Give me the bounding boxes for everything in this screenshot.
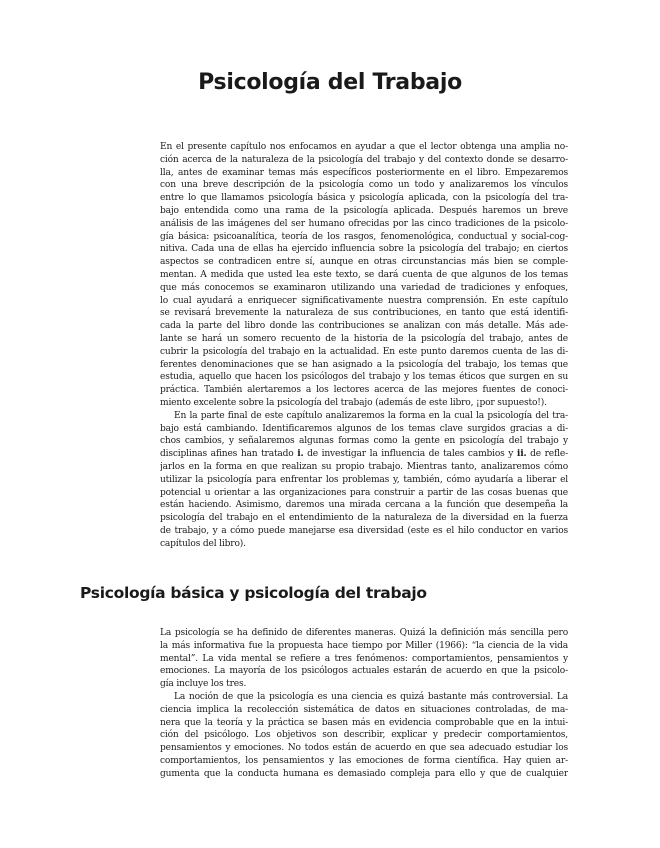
text-line: ción acerca de la naturaleza de la psicología del trabajo y del contexto donde se desarro- <box>160 154 568 165</box>
text-line: potencial u orientar a las organizaciones para construir a partir de las cosas buenas que <box>160 487 568 498</box>
text-line: miento excelente sobre la psicología del trabajo (además de este libro, ¡por supuesto!). <box>160 397 547 408</box>
text-line: están haciendo. Asimismo, daremos una mirada cercana a la función que desempeña la <box>160 500 568 511</box>
text-line: cubrir la psicología del trabajo en la actualidad. En este punto daremos cuenta de las di- <box>160 346 568 357</box>
text-line: lla, antes de examinar temas más específicos posteriormente en el libro. Empezaremos <box>160 167 568 178</box>
text-line: emociones. La mayoría de los psicólogos actuales estarán de acuerdo en que la psicolo- <box>160 666 568 677</box>
text-line: bajo está cambiando. Identificaremos algunos de los temas clave surgidos gracias a di- <box>160 423 568 434</box>
text-line: ciencia implica la recolección sistemática de datos en situaciones controladas, de ma- <box>160 704 568 715</box>
text-line: gumenta que la conducta humana es demasiado compleja para ello y que de cualquier <box>160 768 568 779</box>
text-line: que más conocemos se examinaron utilizando una variedad de tradiciones y enfoques, <box>160 282 568 293</box>
text-line: La noción de que la psicología es una ciencia es quizá bastante más controversial. La <box>174 691 568 702</box>
text-line: capítulos del libro). <box>160 538 246 549</box>
text-line: nitiva. Cada una de ellas ha ejercido influencia sobre la psicología del trabajo; en ciertos <box>160 244 568 255</box>
text-line: análisis de las imágenes del ser humano ofrecidas por las cinco tradiciones de la psicolo- <box>160 218 568 229</box>
text-line: ción del psicólogo. Los objetivos son describir, explicar y predecir comportamientos, <box>160 730 568 741</box>
text-line: entre lo que llamamos psicología básica y psicología aplicada, con la psicología del tra- <box>160 193 568 204</box>
text-line: se revisará brevemente la naturaleza de sus contribuciones, en tanto que está identifi- <box>160 308 568 319</box>
text-line: lo cual ayudará a enriquecer significativamente nuestra comprensión. En este capítulo <box>160 295 568 306</box>
text-line: ferentes denominaciones que se han asignado a la psicología del trabajo, los temas que <box>160 359 568 370</box>
text-line: chos cambios, y señalaremos algunas formas como la gente en psicología del trabajo y <box>160 436 568 447</box>
section-heading: Psicología básica y psicología del trabajo <box>80 584 427 602</box>
text-line: psicología del trabajo en el entendimiento de la naturaleza de la diversidad en la fuerza <box>160 513 568 524</box>
text-line: nera que la teoría y la práctica se basen más en evidencia comprobable que en la intui- <box>160 717 568 728</box>
text-line: gía básica: psicoanalítica, teoría de los rasgos, fenomenológica, conductual y social-cog- <box>160 231 568 242</box>
text-line: pensamientos y emociones. No todos están de acuerdo en que sea adecuado estudiar los <box>160 743 568 754</box>
chapter-title: Psicología del Trabajo <box>198 70 462 95</box>
text-line: mentan. A medida que usted lea este texto, se dará cuenta de que algunos de los temas <box>160 269 568 280</box>
text-line: práctica. También alertaremos a los lectores acerca de las mejores fuentes de conoci- <box>160 385 568 396</box>
text-line: La psicología se ha definido de diferentes maneras. Quizá la definición más sencilla pero <box>160 628 568 638</box>
text-line: En el presente capítulo nos enfocamos en ayudar a que el lector obtenga una amplia no- <box>160 142 568 152</box>
text-line: comportamientos, los pensamientos y las emociones de forma científica. Hay quien ar- <box>160 755 568 766</box>
text-line: utilizar la psicología para enfrentar los problemas y, también, cómo ayudaría a liberar el <box>160 474 568 485</box>
text-line: cada la parte del libro donde las contribuciones se analizan con más detalle. Más ade- <box>160 321 568 332</box>
section-body <box>160 627 568 781</box>
text-line: la más informativa fue la propuesta hace tiempo por Miller (1966): “la ciencia de la vida <box>160 640 568 651</box>
text-line: de trabajo, y a cómo puede manejarse esa diversidad (este es el hilo conductor en varios <box>160 525 568 536</box>
text-line: estudia, aquello que hacen los psicólogos del trabajo y los temas éticos que surgen en su <box>160 372 568 383</box>
text-line: lante se hará un somero recuento de la historia de la psicología del trabajo, antes de <box>160 333 568 344</box>
text-line: mental”. La vida mental se refiere a tres fenómenos: comportamientos, pensamientos y <box>160 653 568 664</box>
text-line: En la parte final de este capítulo analizaremos la forma en la cual la psicología del tra- <box>174 410 568 421</box>
text-line: aspectos se contradicen entre sí, aunque en otras circunstancias más bien se comple- <box>160 257 568 268</box>
text-line: disciplinas afines han tratado i. de investigar la influencia de tales cambios y ii. de refle- <box>160 448 568 460</box>
text-line: gía incluye los tres. <box>160 679 247 690</box>
text-line: bajo entendida como una rama de la psicología aplicada. Después haremos un breve <box>160 205 568 216</box>
text-line: con una breve descripción de la psicología como un todo y analizaremos los vínculos <box>160 180 568 191</box>
intro-body <box>160 141 568 551</box>
text-line: jarlos en la forma en que realizan su propio trabajo. Mientras tanto, analizaremos cómo <box>160 461 568 472</box>
